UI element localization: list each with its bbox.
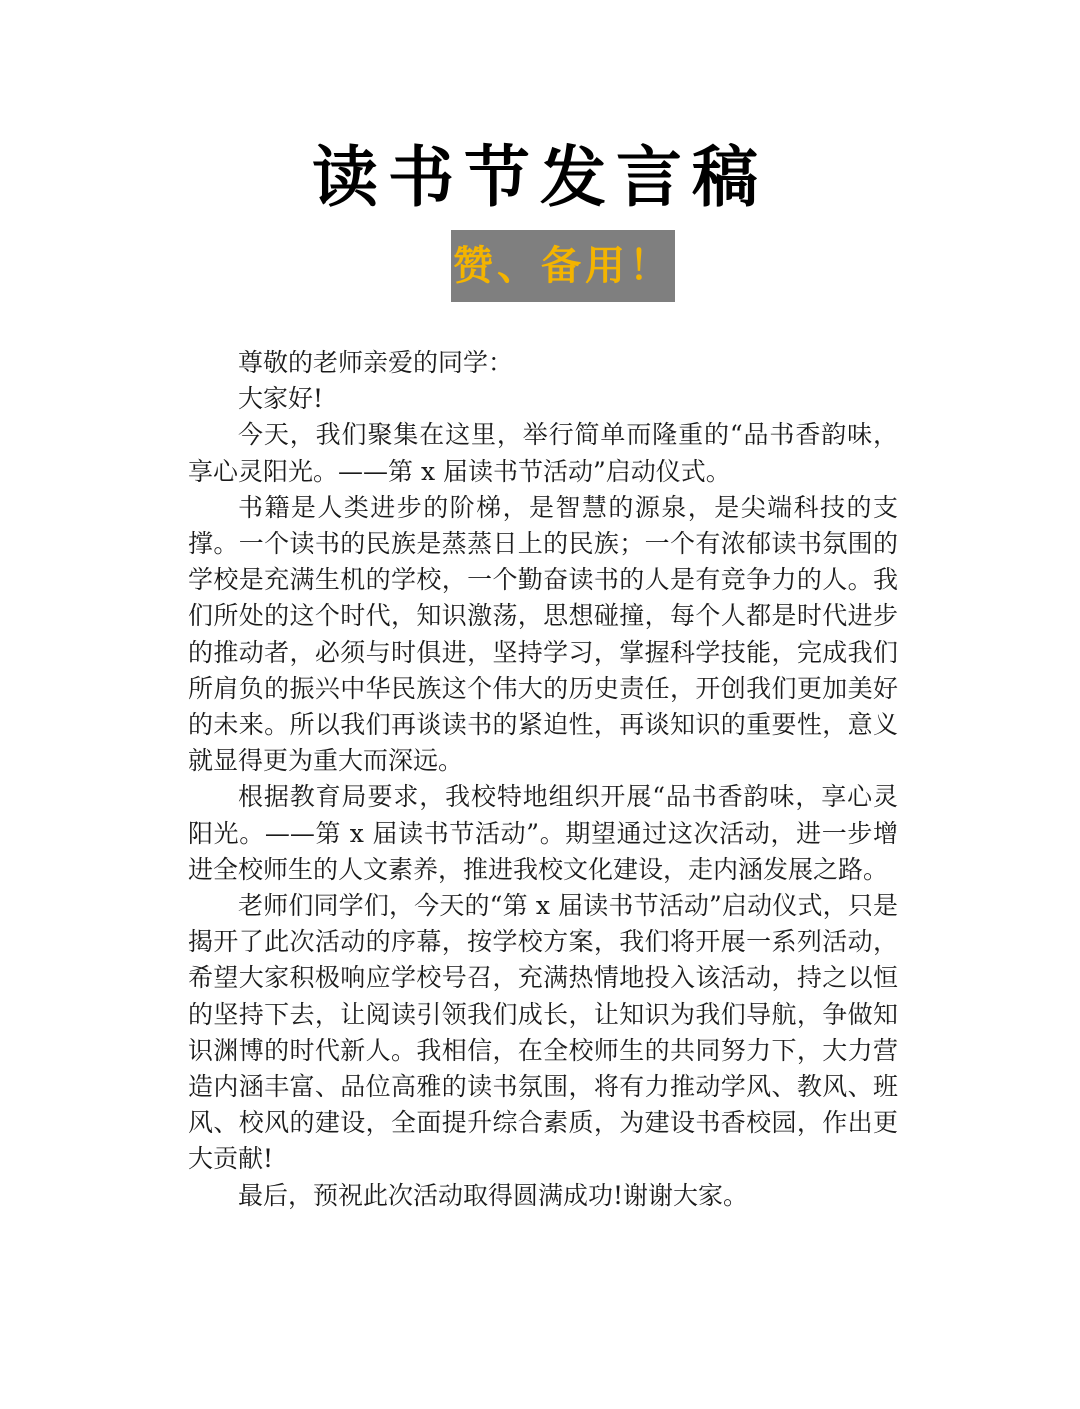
paragraph-requirements: 根据教育局要求，我校特地组织开展“品书香韵味，享心灵阳光。——第 x 届读书节活动”。期望通过这次活动，进一步增进全校师生的人文素养，推进我校文化建设，走内涵发展之路。 [188,782,898,884]
banner-label [451,230,675,302]
greeting: 大家好! [238,384,324,414]
paragraph-opening: 今天，我们聚集在这里，举行简单而隆重的“品书香韵味，享心灵阳光。——第 x 届读书节活动”启动仪式。 [188,420,898,486]
banner-text: 赞、备用！ [453,243,673,289]
paragraph-books: 书籍是人类进步的阶梯，是智慧的源泉，是尖端科技的支撑。一个读书的民族是蒸蒸日上的民族；一个有浓郁读书氛围的学校是充满生机的学校，一个勤奋读书的人是有竞争力的人。我们所处的这个时代，知识激荡，思想碰撞，每个人都是时代进步的推动者，必须与时俱进，坚持学习，掌握科学技能，完成我们所肩负的振兴中华民族这个伟大的历史责任，开创我们更加美好的未来。所以我们再谈读书的紧迫性，再谈知识的重要性，意义就显得更为重大而深远。 [188,492,898,776]
salutation: 尊敬的老师亲爱的同学： [238,348,514,377]
speech-body [188,345,898,1214]
closing: 最后，预祝此次活动取得圆满成功!谢谢大家。 [238,1180,749,1210]
page-title: 读书节发言稿 [312,139,768,216]
paragraph-activities: 老师们同学们，今天的“第 x 届读书节活动”启动仪式，只是揭开了此次活动的序幕，按学校方案，我们将开展一系列活动，希望大家积极响应学校号召，充满热情地投入该活动，持之以恒的坚持下去，让阅读引领我们成长，让知识为我们导航，争做知识渊博的时代新人。我相信，在全校师生的共同努力下，大力营造内涵丰富、品位高雅的读书氛围，将有力推动学风、教风、班风、校风的建设，全面提升综合素质，为建设书香校园，作出更大贡献! [188,891,898,1174]
